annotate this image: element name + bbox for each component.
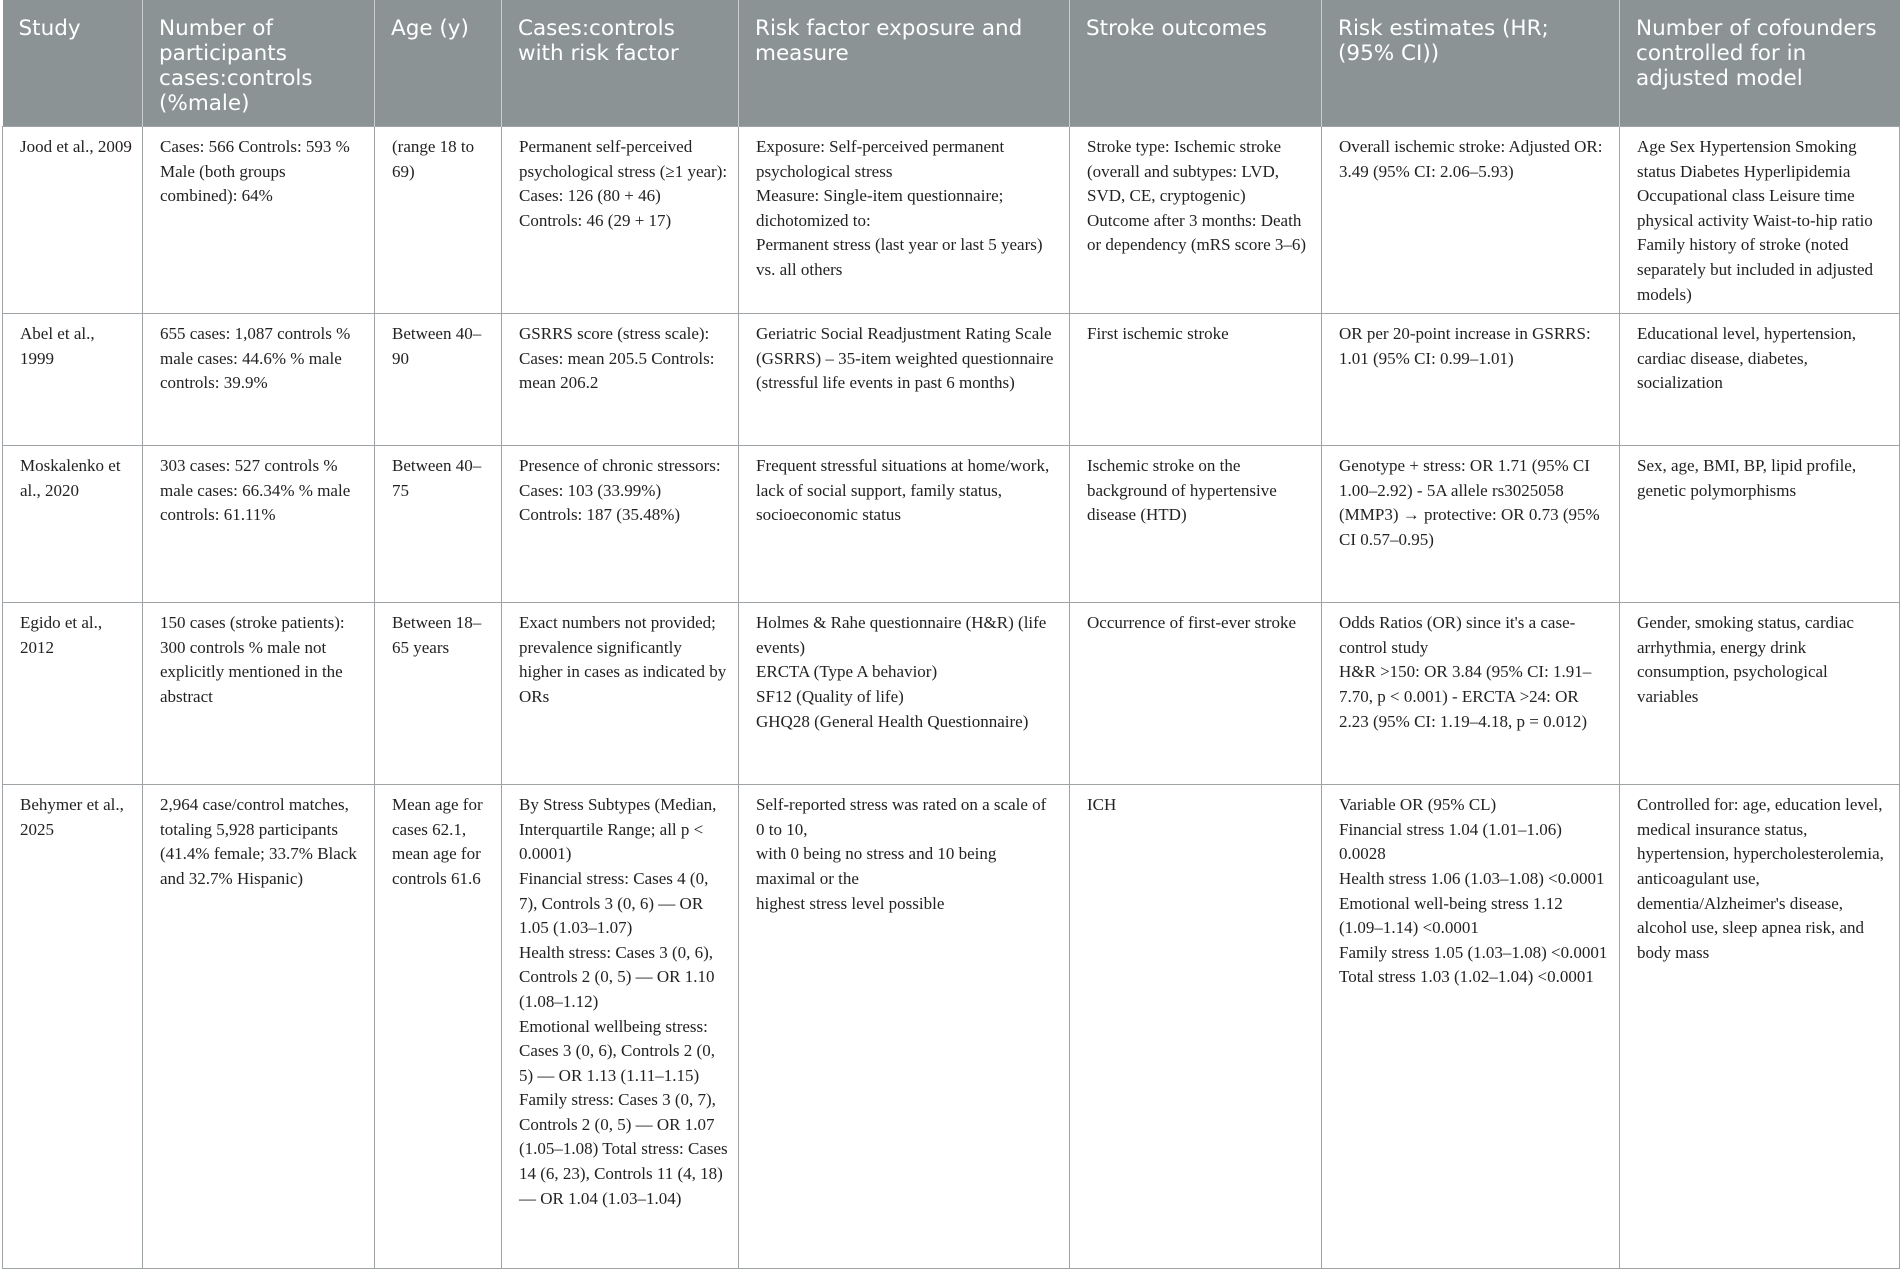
- cell-age: (range 18 to 69): [375, 127, 502, 314]
- header-risk-estimates: Risk estimates (HR; (95% CI)): [1322, 0, 1620, 127]
- cell-cases-controls: By Stress Subtypes (Median, Interquartile Range; all p < 0.0001) Financial stress: Cases 4 (0, 7), Controls 3 (0, 6) — OR 1.05 (1.03–1.07) Health stress: Cases 3 (0, 6), Controls 2 (0, 5) — OR 1.10 (1.08–1.12) Emotional wellbeing stress: Cases 3 (0, 6), Controls 2 (0, 5) — OR 1.13 (1.11–1.15) Family stress: Cases 3 (0, 7), Controls 2 (0, 5) — OR 1.07 (1.05–1.08) Total stress: Cases 14 (6, 23), Controls 11 (4, 18) — OR 1.04 (1.03–1.04): [502, 785, 739, 1269]
- cell-cases-controls: GSRRS score (stress scale): Cases: mean 205.5 Controls: mean 206.2: [502, 314, 739, 446]
- header-participants: Number of participants cases:controls (%male): [143, 0, 375, 127]
- cell-participants: 655 cases: 1,087 controls % male cases: 44.6% % male controls: 39.9%: [143, 314, 375, 446]
- cell-study: Jood et al., 2009: [3, 127, 143, 314]
- cell-age: Between 40–75: [375, 446, 502, 603]
- table-row: [3, 603, 1900, 785]
- cell-risk-estimates: Odds Ratios (OR) since it's a case-control study H&R >150: OR 3.84 (95% CI: 1.91–7.70, p < 0.001) - ERCTA >24: OR 2.23 (95% CI: 1.19–4.18, p = 0.012): [1322, 603, 1620, 785]
- cell-risk-factor: Self-reported stress was rated on a scale of 0 to 10, with 0 being no stress and 10 being maximal or the highest stress level possible: [739, 785, 1070, 1269]
- cell-participants: 150 cases (stroke patients): 300 controls % male not explicitly mentioned in the abstract: [143, 603, 375, 785]
- table-row: [3, 785, 1900, 1269]
- cell-age: Between 18–65 years: [375, 603, 502, 785]
- header-risk-factor: Risk factor exposure and measure: [739, 0, 1070, 127]
- cell-cases-controls: Exact numbers not provided; prevalence significantly higher in cases as indicated by ORs: [502, 603, 739, 785]
- studies-table: [2, 0, 1900, 1269]
- cell-risk-estimates: Variable OR (95% CL) Financial stress 1.04 (1.01–1.06) 0.0028 Health stress 1.06 (1.03–1.08) <0.0001 Emotional well-being stress 1.12 (1.09–1.14) <0.0001 Family stress 1.05 (1.03–1.08) <0.0001 Total stress 1.03 (1.02–1.04) <0.0001: [1322, 785, 1620, 1269]
- cell-participants: Cases: 566 Controls: 593 % Male (both groups combined): 64%: [143, 127, 375, 314]
- table-row: [3, 314, 1900, 446]
- header-cases-controls: Cases:controls with risk factor: [502, 0, 739, 127]
- cell-participants: 2,964 case/control matches, totaling 5,928 participants (41.4% female; 33.7% Black and 32.7% Hispanic): [143, 785, 375, 1269]
- header-row: [3, 0, 1900, 127]
- table-row: [3, 446, 1900, 603]
- cell-confounders: Sex, age, BMI, BP, lipid profile, genetic polymorphisms: [1620, 446, 1900, 603]
- header-stroke-outcomes: Stroke outcomes: [1070, 0, 1322, 127]
- header-confounders: Number of cofounders controlled for in adjusted model: [1620, 0, 1900, 127]
- cell-stroke-outcomes: Stroke type: Ischemic stroke (overall and subtypes: LVD, SVD, CE, cryptogenic) Outcome after 3 months: Death or dependency (mRS score 3–6): [1070, 127, 1322, 314]
- cell-confounders: Educational level, hypertension, cardiac disease, diabetes, socialization: [1620, 314, 1900, 446]
- cell-study: Abel et al., 1999: [3, 314, 143, 446]
- cell-cases-controls: Permanent self-perceived psychological stress (≥1 year): Cases: 126 (80 + 46) Controls: 46 (29 + 17): [502, 127, 739, 314]
- cell-study: Behymer et al., 2025: [3, 785, 143, 1269]
- cell-stroke-outcomes: Occurrence of first-ever stroke: [1070, 603, 1322, 785]
- header-age: Age (y): [375, 0, 502, 127]
- cell-confounders: Gender, smoking status, cardiac arrhythmia, energy drink consumption, psychological variables: [1620, 603, 1900, 785]
- cell-confounders: Age Sex Hypertension Smoking status Diabetes Hyperlipidemia Occupational class Leisure time physical activity Waist-to-hip ratio Family history of stroke (noted separately but included in adjusted models): [1620, 127, 1900, 314]
- cell-study: Moskalenko et al., 2020: [3, 446, 143, 603]
- cell-risk-estimates: Overall ischemic stroke: Adjusted OR: 3.49 (95% CI: 2.06–5.93): [1322, 127, 1620, 314]
- cell-risk-factor: Geriatric Social Readjustment Rating Scale (GSRRS) – 35-item weighted questionnaire (stressful life events in past 6 months): [739, 314, 1070, 446]
- cell-risk-estimates: OR per 20-point increase in GSRRS: 1.01 (95% CI: 0.99–1.01): [1322, 314, 1620, 446]
- cell-stroke-outcomes: ICH: [1070, 785, 1322, 1269]
- cell-cases-controls: Presence of chronic stressors: Cases: 103 (33.99%) Controls: 187 (35.48%): [502, 446, 739, 603]
- cell-participants: 303 cases: 527 controls % male cases: 66.34% % male controls: 61.11%: [143, 446, 375, 603]
- cell-age: Between 40–90: [375, 314, 502, 446]
- cell-risk-factor: Exposure: Self-perceived permanent psychological stress Measure: Single-item questionnaire; dichotomized to: Permanent stress (last year or last 5 years) vs. all others: [739, 127, 1070, 314]
- cell-study: Egido et al., 2012: [3, 603, 143, 785]
- cell-risk-estimates: Genotype + stress: OR 1.71 (95% CI 1.00–2.92) - 5A allele rs3025058 (MMP3) → protective: OR 0.73 (95% CI 0.57–0.95): [1322, 446, 1620, 603]
- cell-age: Mean age for cases 62.1, mean age for controls 61.6: [375, 785, 502, 1269]
- cell-risk-factor: Frequent stressful situations at home/work, lack of social support, family status, socioeconomic status: [739, 446, 1070, 603]
- cell-stroke-outcomes: Ischemic stroke on the background of hypertensive disease (HTD): [1070, 446, 1322, 603]
- cell-stroke-outcomes: First ischemic stroke: [1070, 314, 1322, 446]
- header-study: Study: [3, 0, 143, 127]
- cell-confounders: Controlled for: age, education level, medical insurance status, hypertension, hypercholesterolemia, anticoagulant use, dementia/Alzheimer's disease, alcohol use, sleep apnea risk, and body mass: [1620, 785, 1900, 1269]
- cell-risk-factor: Holmes & Rahe questionnaire (H&R) (life events) ERCTA (Type A behavior) SF12 (Quality of life) GHQ28 (General Health Questionnaire): [739, 603, 1070, 785]
- table-row: [3, 127, 1900, 314]
